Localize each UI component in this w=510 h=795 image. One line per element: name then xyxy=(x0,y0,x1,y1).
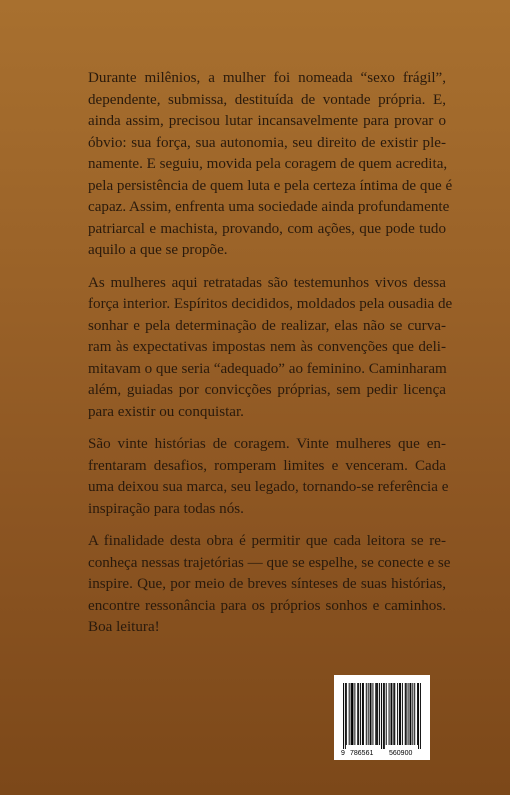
paragraph-1 xyxy=(88,68,453,262)
barcode-bar xyxy=(408,683,409,745)
barcode-bar xyxy=(354,683,355,745)
barcode-bar xyxy=(386,683,387,745)
barcode-bar xyxy=(391,683,392,745)
barcode-bar xyxy=(362,683,363,745)
text-line: namente. E seguiu, movida pela coragem de quem acredita, xyxy=(88,156,448,172)
barcode-bar xyxy=(410,683,411,745)
barcode-digit-lead: 9 xyxy=(341,750,345,757)
text-line: ainda assim, precisou lutar incansavelmente para provar o xyxy=(88,113,446,129)
barcode-bar xyxy=(353,683,354,745)
text-line: A finalidade desta obra é permitir que cada leitora se re- xyxy=(88,533,446,549)
barcode-bar xyxy=(383,683,384,749)
text-line: As mulheres aqui retratadas são testemunhos vivos dessa xyxy=(88,274,446,291)
text-line: Boa leitura! xyxy=(88,619,160,635)
text-line: patriarcal e machista, provando, com ações, que pode tudo xyxy=(88,220,446,237)
text-line: força interior. Espíritos decididos, moldados pela ousadia de xyxy=(88,296,453,312)
barcode-bar xyxy=(400,683,401,745)
barcode-bar xyxy=(358,683,359,745)
barcode-bar xyxy=(379,683,380,745)
text-line: dependente, submissa, destituída de vontade própria. E, xyxy=(88,91,446,108)
text-line: pela persistência de quem luta e pela certeza íntima de que é xyxy=(88,177,453,194)
barcode-bar xyxy=(366,683,367,745)
text-line: conheça nessas trajetórias — que se espelhe, se conecte e se xyxy=(88,554,451,571)
barcode-bar xyxy=(371,683,372,745)
barcode-bar xyxy=(360,683,361,745)
barcode-digits-left: 786561 xyxy=(350,750,374,757)
barcode-bar xyxy=(351,683,352,745)
text-line: ram às expectativas impostas nem às convenções que deli- xyxy=(88,339,446,355)
barcode-bar xyxy=(381,683,382,749)
text-line: além, guiadas por convicções próprias, sem pedir licença xyxy=(88,382,446,398)
barcode-bar xyxy=(399,683,400,745)
barcode-bar xyxy=(384,683,385,749)
barcode-bar xyxy=(372,683,373,745)
barcode-bar xyxy=(346,683,347,745)
barcode-bar xyxy=(417,683,418,745)
text-line: óbvio: sua força, sua autonomia, seu direito de existir ple- xyxy=(88,134,446,151)
paragraph-4 xyxy=(88,531,451,639)
barcode-bar xyxy=(377,683,378,745)
text-line: inspiração para todas nós. xyxy=(88,500,244,517)
barcode-graphic xyxy=(334,675,430,760)
barcode-bar xyxy=(345,683,346,749)
text-line: frentaram desafios, romperam limites e venceram. Cada xyxy=(88,457,446,474)
barcode-bar xyxy=(376,683,377,745)
back-cover-text xyxy=(88,68,453,650)
text-line: mitavam o que seria “adequado” ao feminino. Caminharam xyxy=(88,360,447,377)
text-line: encontre ressonância para os próprios sonhos e caminhos. xyxy=(88,597,446,614)
barcode-bar xyxy=(414,683,415,745)
barcode-bar xyxy=(402,683,403,745)
barcode-bar xyxy=(357,683,358,745)
barcode-bar xyxy=(363,683,364,745)
barcode-bar xyxy=(412,683,413,745)
text-line: Durante milênios, a mulher foi nomeada “sexo frágil”, xyxy=(88,70,446,86)
paragraph-3 xyxy=(88,434,449,520)
barcode-bar xyxy=(368,683,369,745)
isbn-barcode xyxy=(334,675,430,760)
barcode-bar xyxy=(397,683,398,745)
text-line: aquilo a que se propõe. xyxy=(88,242,228,258)
paragraph-2 xyxy=(88,273,453,424)
barcode-bar xyxy=(343,683,344,749)
text-line: sonhar e pela determinação de realizar, elas não se curva- xyxy=(88,317,446,334)
barcode-bar xyxy=(418,683,419,749)
text-line: São vinte histórias de coragem. Vinte mulheres que en- xyxy=(88,436,446,452)
barcode-bar xyxy=(352,683,353,745)
barcode-bar xyxy=(420,683,421,749)
barcode-digits-right: 560900 xyxy=(389,750,413,757)
text-line: para existir ou conquistar. xyxy=(88,403,244,420)
text-line: uma deixou sua marca, seu legado, tornando-se referência e xyxy=(88,479,449,495)
barcode-bar xyxy=(391,683,392,745)
barcode-bar xyxy=(393,683,394,745)
barcode-bar xyxy=(410,683,411,745)
text-line: capaz. Assim, enfrenta uma sociedade ainda profundamente xyxy=(88,199,450,215)
barcode-bar xyxy=(375,683,376,745)
text-line: inspire. Que, por meio de breves sínteses de suas histórias, xyxy=(88,576,446,592)
barcode-bar xyxy=(389,683,390,745)
barcode-bars xyxy=(343,683,421,749)
barcode-bar xyxy=(370,683,371,745)
barcode-bar xyxy=(394,683,395,745)
barcode-bar xyxy=(349,683,350,745)
barcode-bar xyxy=(406,683,407,745)
barcode-bar xyxy=(405,683,406,745)
